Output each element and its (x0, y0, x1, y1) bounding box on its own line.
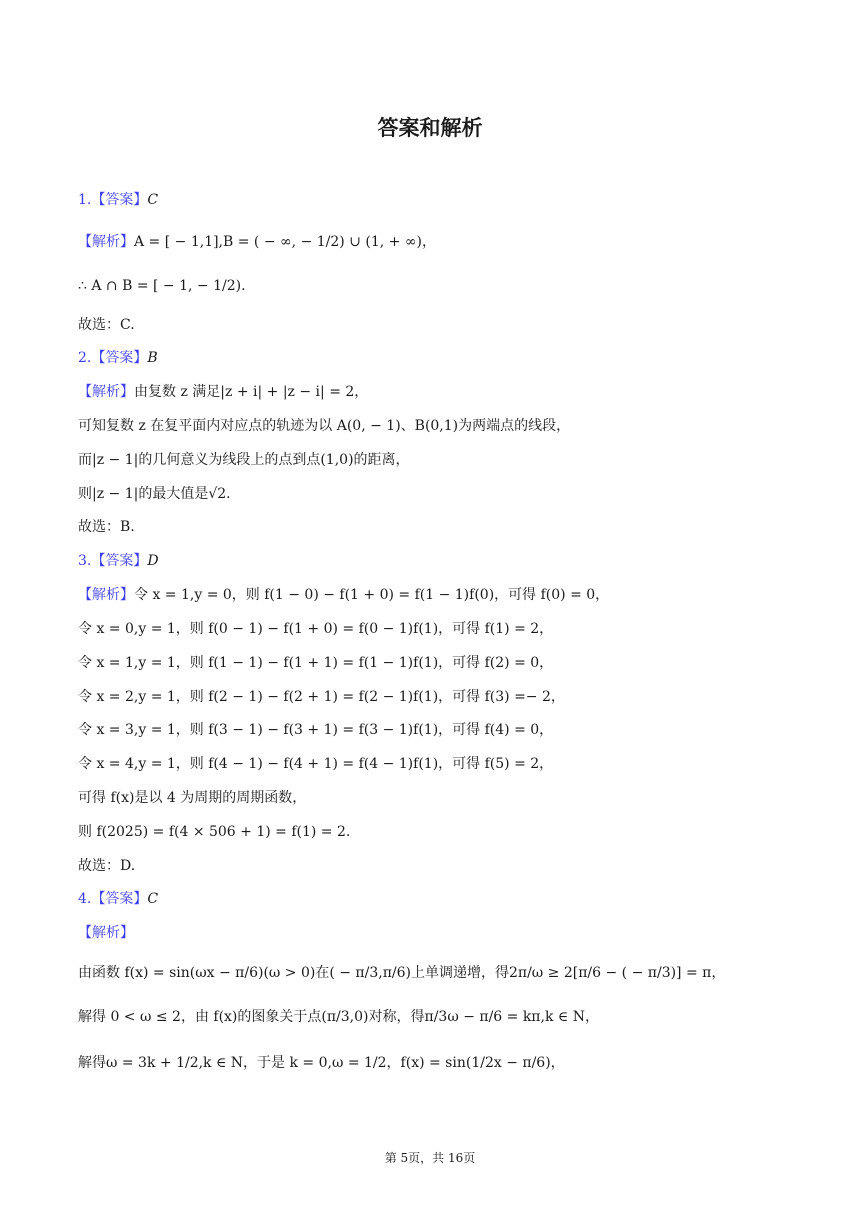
line-text: A = [ − 1,1],B = ( − ∞, − 1/2) ∪ (1, + ∞)， (134, 234, 436, 250)
answer-label: 1.【答案】 (78, 192, 148, 208)
line-text: 而|z − 1|的几何意义为线段上的点到点(1,0)的距离， (78, 452, 410, 468)
solution-line (78, 1053, 565, 1073)
solution-line (78, 416, 570, 436)
solution-line (78, 450, 410, 470)
solution-line (78, 856, 135, 876)
line-text: B (147, 350, 158, 366)
line-text: D (147, 553, 159, 569)
answer-label: 【解析】 (78, 234, 134, 250)
solution-line (78, 517, 135, 537)
line-text: 由复数 z 满足|z + i| + |z − i| = 2， (134, 384, 369, 400)
solution-line (78, 382, 368, 402)
answer-label: 【解析】 (78, 384, 134, 400)
solution-line (78, 653, 553, 673)
solution-line (78, 788, 306, 808)
answer-label: 【解析】 (78, 925, 134, 941)
solution-line (78, 720, 553, 740)
line-text: 由函数 f(x) = sin(ωx − π/6)(ω > 0)在( − π/3,π/6)上单调递增，得2π/ω ≥ 2[π/6 − ( − π/3)] = π， (78, 965, 726, 981)
solution-line (78, 1007, 599, 1027)
line-text: C (147, 891, 159, 907)
page-title: 答案和解析 (377, 116, 483, 140)
solution-line (78, 754, 553, 774)
solution-line (78, 619, 553, 639)
line-text: 可知复数 z 在复平面内对应点的轨迹为以 A(0, − 1)、B(0,1)为两端点的线段， (78, 418, 571, 434)
solution-line (78, 687, 565, 707)
line-text: 令 x = 3,y = 1，则 f(3 − 1) − f(3 + 1) = f(3 − 1)f(1)，可得 f(4) = 0， (78, 722, 554, 738)
line-text: 则 f(2025) = f(4 × 506 + 1) = f(1) = 2. (78, 824, 351, 840)
answer-label: 2.【答案】 (78, 350, 148, 366)
solution-line (78, 963, 725, 983)
line-text: 令 x = 4,y = 1，则 f(4 − 1) − f(4 + 1) = f(4 − 1)f(1)，可得 f(5) = 2， (78, 756, 554, 772)
line-text: 令 x = 2,y = 1，则 f(2 − 1) − f(2 + 1) = f(2 − 1)f(1)，可得 f(3) =− 2， (78, 689, 565, 705)
line-text: 故选：C. (78, 317, 135, 333)
solution-line (78, 232, 436, 252)
solution-line (78, 315, 135, 335)
answer-label: 4.【答案】 (78, 891, 148, 907)
solution-line (78, 889, 158, 909)
page-footer: 第 5页，共 16页 (384, 1151, 476, 1165)
solution-line (78, 822, 350, 842)
solution-line (78, 276, 246, 296)
line-text: 令 x = 0,y = 1，则 f(0 − 1) − f(1 + 0) = f(0 − 1)f(1)，可得 f(1) = 2， (78, 621, 554, 637)
solution-line (78, 484, 231, 504)
line-text: C (147, 192, 159, 208)
solution-line (78, 551, 159, 571)
solution-line (78, 190, 158, 210)
line-text: 令 x = 1,y = 1，则 f(1 − 1) − f(1 + 1) = f(1 − 1)f(1)，可得 f(2) = 0， (78, 655, 554, 671)
line-text: 故选：D. (78, 858, 136, 874)
solution-line (78, 585, 609, 605)
solution-line (78, 923, 134, 943)
line-text: 令 x = 1,y = 0，则 f(1 − 0) − f(1 + 0) = f(1 − 1)f(0)，可得 f(0) = 0， (134, 587, 610, 603)
solution-line (78, 348, 158, 368)
line-text: 解得 0 < ω ≤ 2，由 f(x)的图象关于点(π/3,0)对称，得π/3ω − π/6 = kπ,k ∈ N， (78, 1009, 599, 1025)
line-text: ∴ A ∩ B = [ − 1, − 1/2). (78, 278, 246, 294)
line-text: 故选：B. (78, 519, 135, 535)
line-text: 则|z − 1|的最大值是√2. (78, 486, 231, 502)
answer-label: 3.【答案】 (78, 553, 148, 569)
line-text: 解得ω = 3k + 1/2,k ∈ N，于是 k = 0,ω = 1/2，f(x) = sin(1/2x − π/6)， (78, 1055, 565, 1071)
line-text: 可得 f(x)是以 4 为周期的周期函数， (78, 790, 307, 806)
answer-label: 【解析】 (78, 587, 134, 603)
